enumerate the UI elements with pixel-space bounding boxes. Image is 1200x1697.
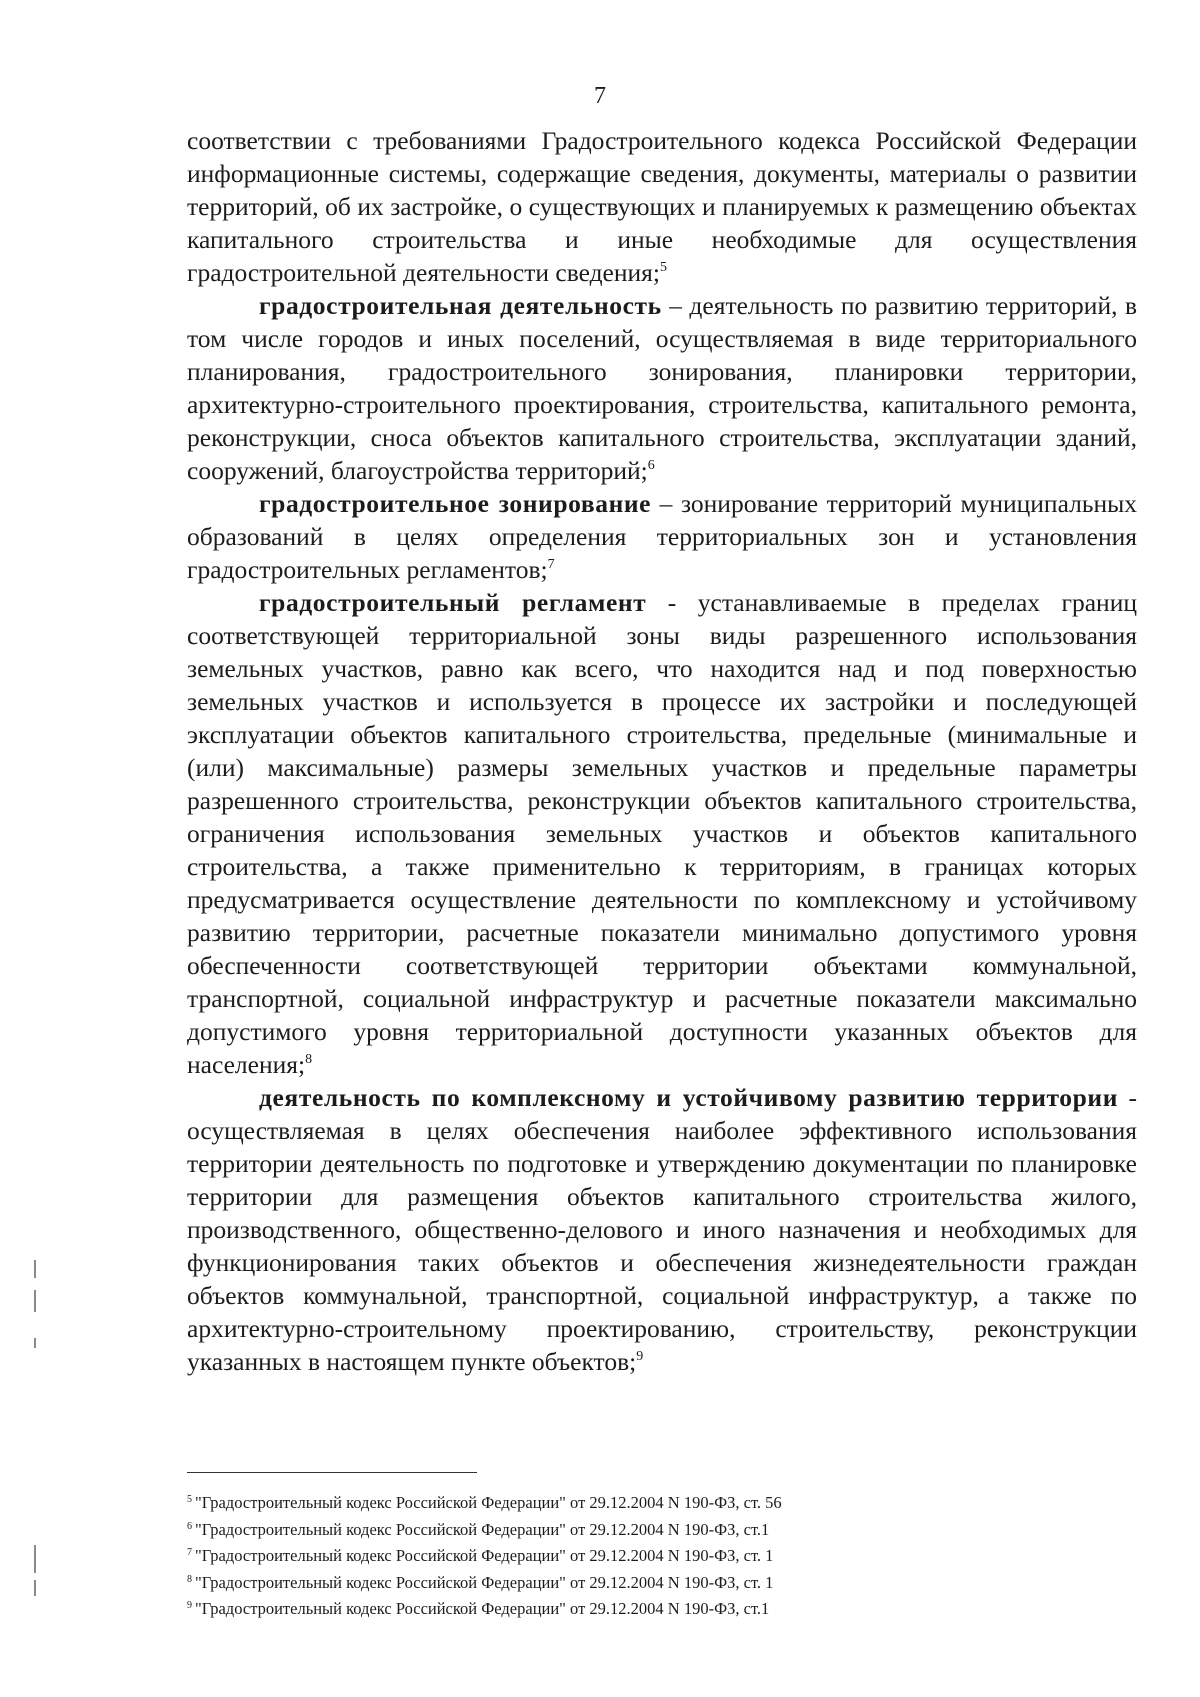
definition-paragraph [187, 586, 1137, 1081]
footnote-number: 5 [187, 1494, 192, 1505]
definition-text: – зонирование территорий муниципальных образований в целях определения территориальных зон и установления градостроительных регламентов; [187, 489, 1137, 584]
footnote-separator [187, 1472, 477, 1473]
footnote-number: 8 [187, 1573, 192, 1585]
defined-term: градостроительный регламент [259, 588, 647, 617]
footnote [187, 1596, 1087, 1623]
scan-artifact [34, 1580, 36, 1596]
defined-term: градостроительное зонирование [259, 489, 652, 518]
footnote [187, 1490, 1087, 1517]
footnote [187, 1517, 1087, 1544]
paragraph-text: соответствии с требованиями Градостроительного кодекса Российской Федерации информационные системы, содержащие сведения, документы, материалы о развитии территорий, об их застройке, о существующих и планируемых к размещению объектах капитального строительства и иные необходимые для осуществления градостроительной деятельности сведения; [187, 126, 1137, 287]
footnote-number: 7 [187, 1547, 192, 1558]
footnote-ref[interactable]: 5 [659, 260, 667, 275]
paragraph-continuation [187, 124, 1137, 289]
footnote-text: "Градостроительный кодекс Российской Федерации" от 29.12.2004 N 190-ФЗ, ст. 1 [195, 1572, 774, 1592]
definition-text: – деятельность по развитию территорий, в том числе городов и иных поселений, осуществляемая в виде территориального планирования, градостроительного зонирования, планировки территории, архитектурно-строительного проектирования, строительства, капитального ремонта, реконструкции, сноса объектов капитального строительства, эксплуатации зданий, сооружений, благоустройства территорий; [187, 291, 1137, 485]
footnote-number: 6 [187, 1520, 192, 1532]
footnote-ref[interactable]: 6 [647, 458, 655, 473]
scan-artifact [34, 1290, 36, 1312]
defined-term: градостроительная деятельность [259, 291, 662, 320]
footnote [187, 1543, 1087, 1570]
scan-artifact [34, 1338, 36, 1348]
definition-paragraph [187, 1081, 1137, 1378]
footnote-text: "Градостроительный кодекс Российской Федерации" от 29.12.2004 N 190-ФЗ, ст. 56 [195, 1493, 782, 1512]
definition-paragraph [187, 289, 1137, 487]
footnote-number: 9 [187, 1600, 192, 1611]
definition-text: - устанавливаемые в пределах границ соответствующей территориальной зоны виды разрешенного использования земельных участков, равно как всего, что находится над и под поверхностью земельных участков и используется в процессе их застройки и последующей эксплуатации объектов капитального строительства, предельные (минимальные и (или) максимальные) размеры земельных участков и предельные параметры разрешенного строительства, реконструкции объектов капитального строительства, ограничения использования земельных участков и объектов капитального строительства, а также применительно к территориям, в границах которых предусматривается осуществление деятельности по комплексному и устойчивому развитию территории, расчетные показатели минимально допустимого уровня обеспеченности соответствующей территории объектами коммунальной, транспортной, социальной инфраструктур и расчетные показатели максимально допустимого уровня территориальной доступности указанных объектов для населения; [187, 588, 1137, 1079]
footnote-ref[interactable]: 9 [636, 1349, 644, 1364]
scan-artifact [34, 1545, 36, 1573]
footnote-text: "Градостроительный кодекс Российской Федерации" от 29.12.2004 N 190-ФЗ, ст.1 [195, 1519, 770, 1539]
definition-text: - осуществляемая в целях обеспечения наиболее эффективного использования территории деятельность по подготовке и утверждению документации по планировке территории для размещения объектов капитального строительства жилого, производственного, общественно-делового и иного назначения и необходимых для функционирования таких объектов и обеспечения жизнедеятельности граждан объектов коммунальной, транспортной, социальной инфраструктур, а также по архитектурно-строительному проектированию, строительству, реконструкции указанных в настоящем пункте объектов; [187, 1083, 1137, 1376]
footnote-ref[interactable]: 7 [547, 557, 555, 572]
footnote-text: "Градостроительный кодекс Российской Федерации" от 29.12.2004 N 190-ФЗ, ст.1 [195, 1599, 770, 1618]
footnotes [187, 1490, 1087, 1623]
footnote-text: "Градостроительный кодекс Российской Федерации" от 29.12.2004 N 190-ФЗ, ст. 1 [195, 1546, 774, 1565]
footnote-ref[interactable]: 8 [305, 1052, 313, 1067]
definition-paragraph [187, 487, 1137, 586]
page-number: 7 [594, 83, 606, 109]
scan-artifact [34, 1260, 36, 1278]
defined-term: деятельность по комплексному и устойчивому развитию территории [259, 1083, 1119, 1112]
footnote [187, 1570, 1087, 1597]
document-body [187, 124, 1137, 1378]
